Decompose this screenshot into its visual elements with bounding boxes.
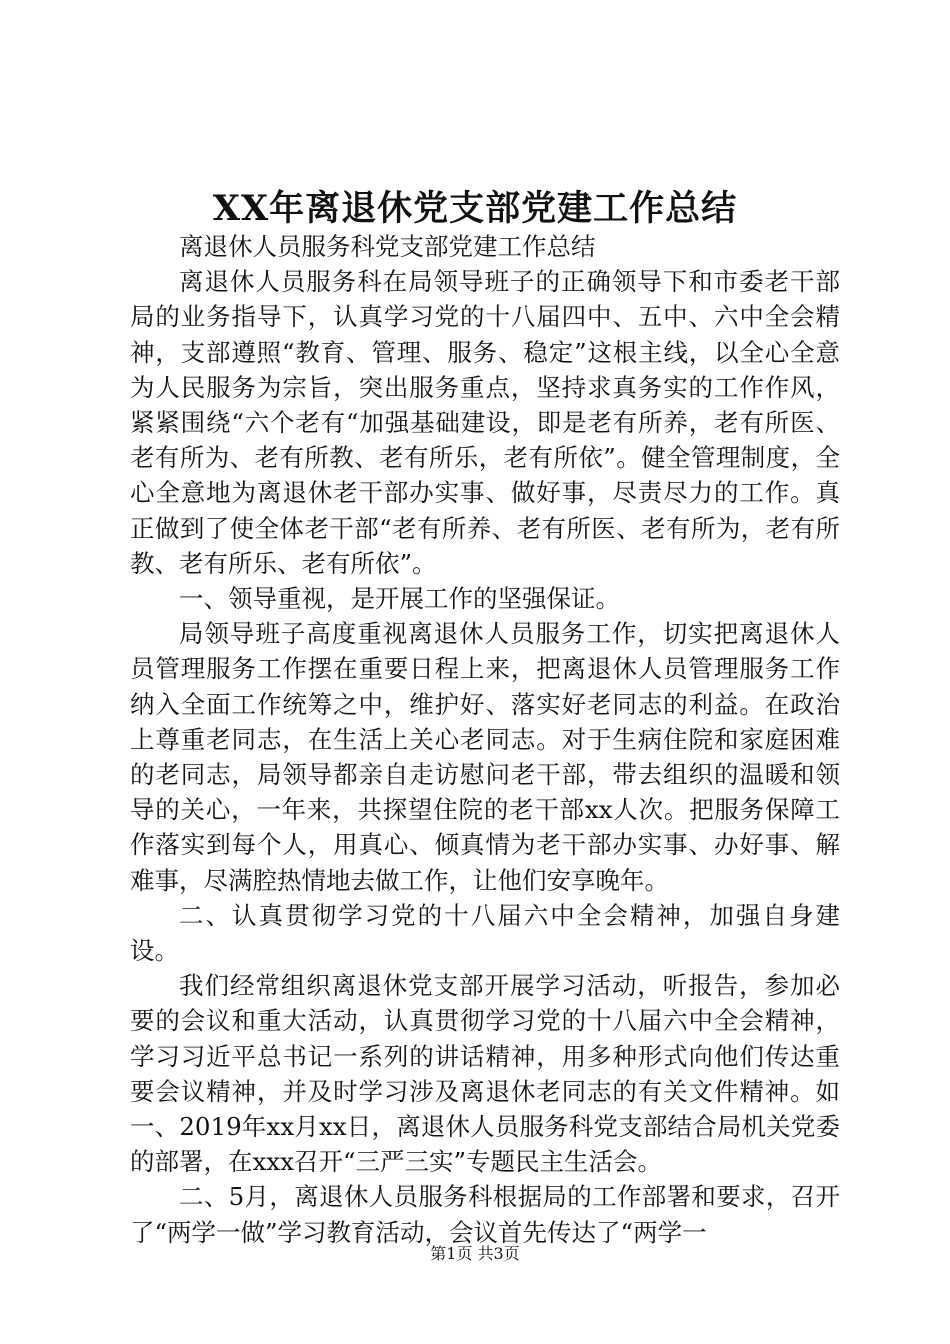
body-paragraph: 二、5月，离退休人员服务科根据局的工作部署和要求，召开了“两学一做”学习教育活动，会议首先传达了“两学一 [130,1182,840,1247]
body-paragraph: 我们经常组织离退休党支部开展学习活动，听报告，参加必要的会议和重大活动，认真贯彻学习党的十八届六中全会精神，学习习近平总书记一系列的讲话精神，用多种形式向他们传达重要会议精神，并及时学习涉及离退休老同志的有关文件精神。如一、2019年xx月xx日，离退休人员服务科党支部结合局机关党委的部署，在xxx召开“三严三实”专题民主生活会。 [130,971,840,1177]
page-number-footer: 第1页 共3页 [430,1244,520,1263]
document-title: XX年离退休党支部党建工作总结 [212,188,738,229]
subtitle-paragraph: 离退休人员服务科党支部党建工作总结 [179,232,596,261]
body-paragraph: 离退休人员服务科在局领导班子的正确领导下和市委老干部局的业务指导下，认真学习党的十八届四中、五中、六中全会精神，支部遵照“教育、管理、服务、稳定”这根主线，以全心全意为人民服务为宗旨，突出服务重点，坚持求真务实的工作作风，紧紧围绕“六个老有“加强基础建设，即是老有所养，老有所医、老有所为、老有所教、老有所乐，老有所依”。健全管理制度，全心全意地为离退休老干部办实事、做好事，尽责尽力的工作。真正做到了使全体老干部“老有所养、老有所医、老有所为，老有所教、老有所乐、老有所依”。 [130,267,840,578]
section-heading: 二、认真贯彻学习党的十八届六中全会精神，加强自身建设。 [130,900,840,966]
document-body [130,229,840,1250]
section-heading: 一、领导重视，是开展工作的坚强保证。 [179,584,620,614]
body-paragraph: 局领导班子高度重视离退休人员服务工作，切实把离退休人员管理服务工作摆在重要日程上来，把离退休人员管理服务工作纳入全面工作统筹之中，维护好、落实好老同志的利益。在政治上尊重老同志，在生活上关心老同志。对于生病住院和家庭困难的老同志，局领导都亲自走访慰问老干部，带去组织的温暖和领导的关心，一年来，共探望住院的老干部xx人次。把服务保障工作落实到每个人，用真心、倾真情为老干部办实事、办好事、解难事，尽满腔热情地去做工作，让他们安享晚年。 [130,619,840,895]
